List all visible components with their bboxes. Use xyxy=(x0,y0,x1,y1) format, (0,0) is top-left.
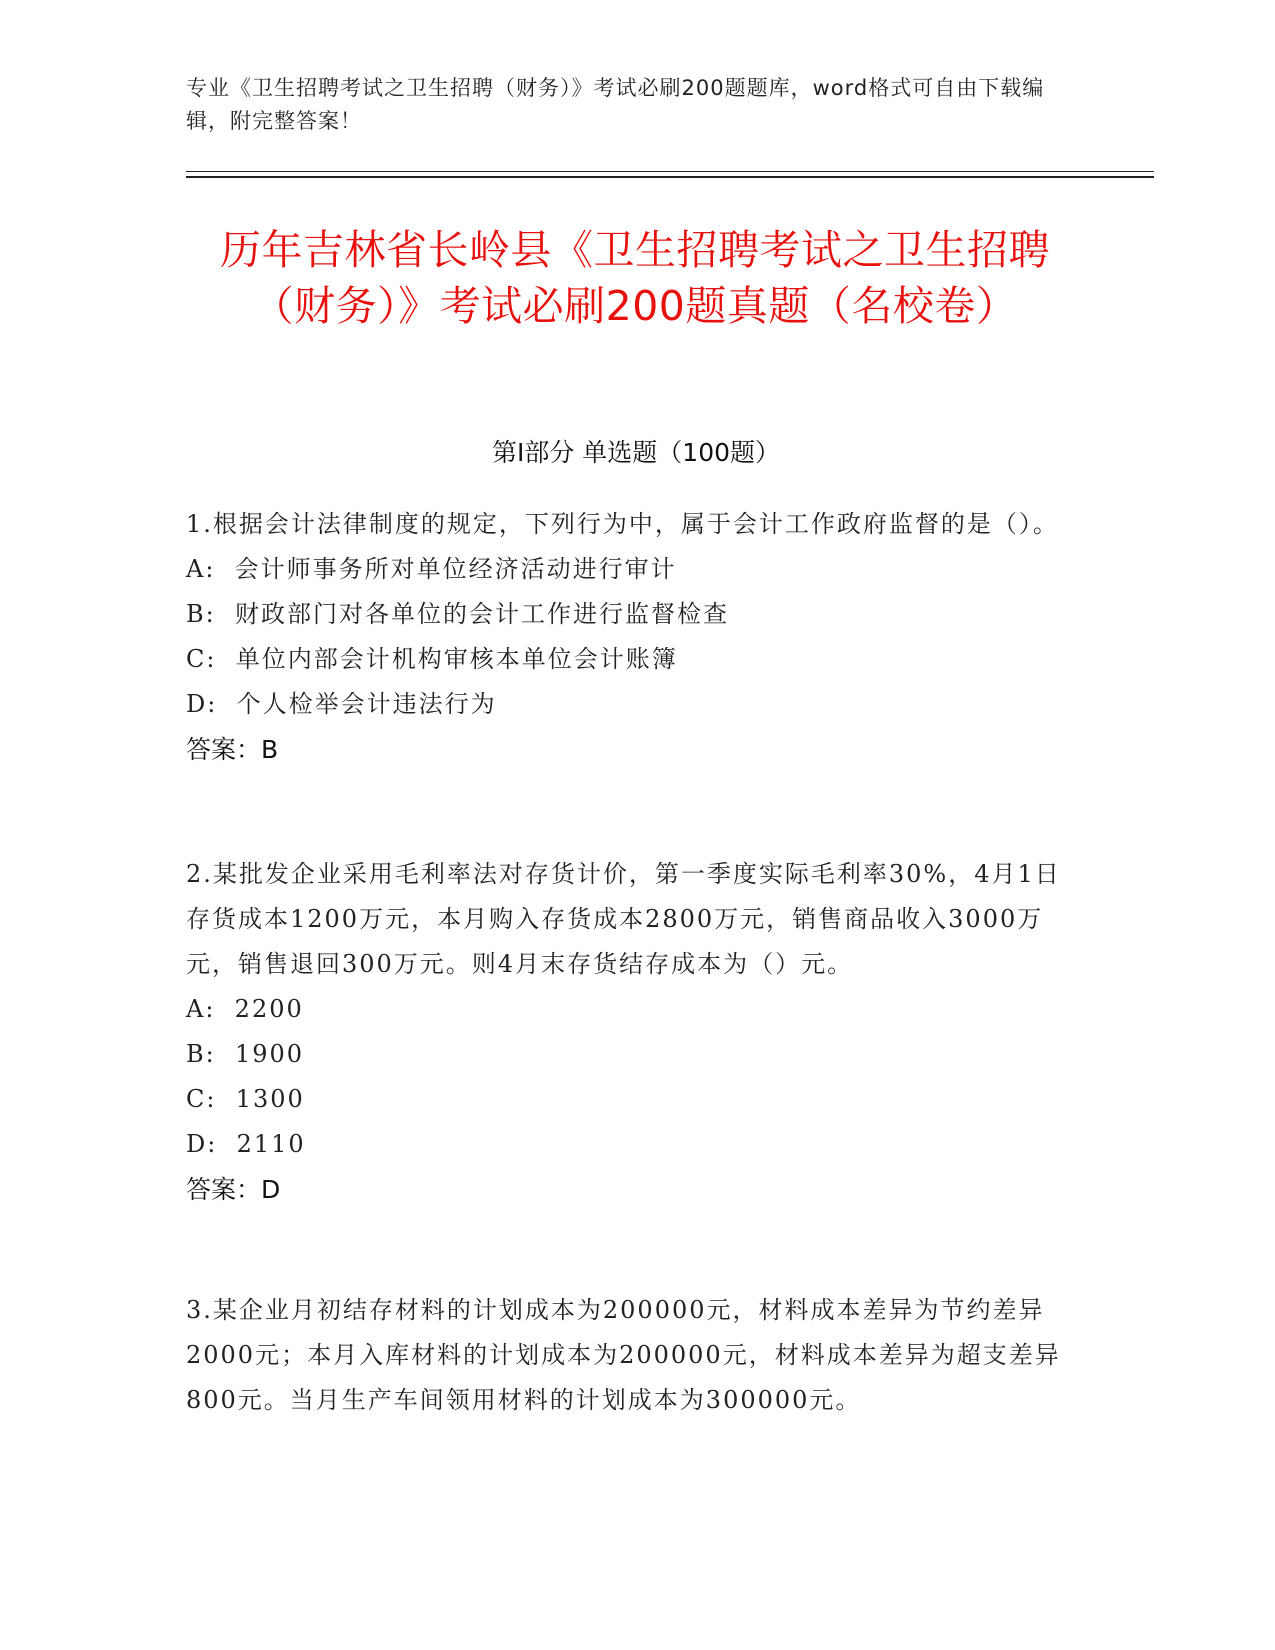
question-1-option-b: B: 财政部门对各单位的会计工作进行监督检查 xyxy=(186,600,729,628)
question-1-option-a: A: 会计师事务所对单位经济活动进行审计 xyxy=(186,555,677,583)
question-2-text: 2.某批发企业采用毛利率法对存货计价，第一季度实际毛利率30%，4月1日存货成本1200万元，本月购入存货成本2800万元，销售商品收入3000万元，销售退回300万元。则4月末存货结存成本为（）元。 xyxy=(186,860,1061,978)
question-2-option-b: B: 1900 xyxy=(186,1040,305,1068)
question-2-option-c: C: 1300 xyxy=(186,1085,305,1113)
question-2-option-d: D: 2110 xyxy=(186,1130,306,1158)
question-3-text: 3.某企业月初结存材料的计划成本为200000元，材料成本差异为节约差异2000元；本月入库材料的计划成本为200000元，材料成本差异为超支差异800元。当月生产车间领用材料的计划成本为300000元。 xyxy=(186,1296,1061,1414)
question-1-answer: 答案：B xyxy=(186,735,279,764)
question-3 xyxy=(186,1288,1066,1423)
question-2-answer: 答案：D xyxy=(186,1175,281,1204)
header-note: 专业《卫生招聘考试之卫生招聘（财务）》考试必刷200题题库，word格式可自由下载编辑，附完整答案！ xyxy=(186,76,1045,133)
question-1 xyxy=(186,502,1066,772)
document-title: 历年吉林省长岭县《卫生招聘考试之卫生招聘（财务）》考试必刷200题真题（名校卷） xyxy=(220,226,1050,330)
header-divider-thin xyxy=(186,171,1154,172)
question-2 xyxy=(186,852,1066,1212)
question-1-text: 1.根据会计法律制度的规定，下列行为中，属于会计工作政府监督的是（）。 xyxy=(186,510,1059,538)
question-1-option-c: C: 单位内部会计机构审核本单位会计账簿 xyxy=(186,645,678,673)
header-divider-thick xyxy=(186,176,1154,178)
section-heading: 第Ⅰ部分 单选题（100题） xyxy=(491,438,781,467)
question-2-option-a: A: 2200 xyxy=(186,995,304,1023)
question-1-option-d: D: 个人检举会计违法行为 xyxy=(186,690,497,718)
